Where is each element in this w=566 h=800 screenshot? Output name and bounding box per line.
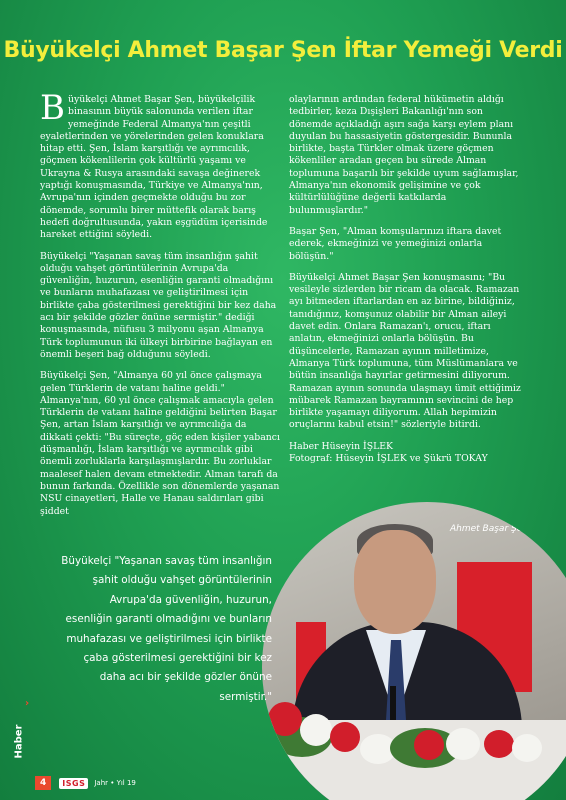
news-credit: Haber Hüseyin İŞLEK <box>289 440 393 452</box>
head-shape <box>354 530 436 634</box>
rose-icon <box>414 730 444 760</box>
white-flower-icon <box>512 734 542 762</box>
paragraph: olaylarının ardından federal hükümetin aldığı tedbirler, keza Dışişleri Bakanlığı'nın son dönemde açıkladığı aşırı sağa karşı eylem planı duyulan bu hassasiyetin göstergesidir. Bununla birlikte, başta Türkler olmak üzere göçmen kökenliler aradan geçen bu sürede Alman toplumuna başarılı bir şekilde uyum sağlamışlar, Almanya'nın ekonomik gelişimine ve çok kültürlülüğüne değerli katkılarda bulunmuşlardır." <box>289 94 519 216</box>
rose-icon <box>268 702 302 736</box>
rose-icon <box>330 722 360 752</box>
paragraph: Büyükelçi Ahmet Başar Şen konuşmasını; "Bu vesileyle sizlerden bir ricam da olacak. Ramazan ayı bitmeden iftarlardan en az birine, bildiğiniz, tanıdığınız, komşunuz olabilir bir Alman aileyi davet edin. Onlara Ramazan'ı, orucu, iftarı anlatın, ekmeğinizi onlarla bölüşün. Bu düşüncelerle, Ramazan ayının milletimize, Almanya Türk toplumuna, tüm Müslümanlara ve bütün insanlığa hayırlar getirmesini diliyorum. Ramazan ayının sonunda ulaşmayı ümit ettiğimiz mübarek Ramazan bayramının sevincini de hep birlikte yaşamayı diliyorum. Allah hepimizin oruçlarını kabul etsin!" sözleriyle bitirdi. <box>289 271 521 431</box>
magazine-logo: ISGS <box>59 778 88 789</box>
section-label: Haber <box>13 724 25 759</box>
photo-credit: Fotograf: Hüseyin İŞLEK ve Şükrü TOKAY <box>289 453 488 465</box>
drop-cap: B <box>40 88 65 128</box>
ambassador-photo <box>262 502 566 800</box>
page-footer <box>35 774 136 792</box>
paragraph: Başar Şen, "Alman komşularınızı iftara davet ederek, ekmeğinizi ve yemeğinizi onlarla bölüşün." <box>289 225 502 262</box>
page-number: 4 <box>35 776 51 790</box>
paragraph: Büyükelçi Şen, "Almanya 60 yıl önce çalışmaya gelen Türklerin de vatanı haline geldi." Almanya'nın, 60 yıl önce çalışmak amacıyla gelen Türklerin de vatanı haline geldiğini belirten Başar Şen, artan İslam karşıtlığı ve ayrımcılığa da dikkati çekti: "Bu süreçte, göç eden kişiler yabancı düşmanlığı, İslam karşıtlığı ve ayrımcılık gibi önemli zorluklarla karşılaşmışlardır. Bu zorluklar maalesef halen devam etmektedir. Alman tarafı da bunun farkında. Özellikle son dönemlerde yaşanan NSU cinayetleri, Halle ve Hanau saldırıları gibi şiddet <box>40 370 280 517</box>
chevron-right-icon: › <box>25 698 30 709</box>
issue-label: Jahr • Yıl 19 <box>94 779 136 787</box>
pull-quote: Büyükelçi "Yaşanan savaş tüm insanlığın şahit olduğu vahşet görüntülerinin Avrupa'da güvenliğin, huzurun, esenliğin garanti olmadığını ve bunların muhafazası ve geliştirilmesi için birlikte çaba gösterilmesi gerektiğini bir kez daha acı bir şekilde gözler önüne sermiştir." <box>61 555 272 703</box>
text-column-right <box>289 94 528 465</box>
white-flower-icon <box>300 714 332 746</box>
text-column-left <box>40 88 280 527</box>
photo-caption: Ahmet Başar Şen <box>450 524 528 534</box>
paragraph: Büyükelçi Ahmet Başar Şen, büyükelçilik binasının büyük salonunda verilen iftar yemeğinde Federal Almanya'nın çeşitli eyaletlerinden ve yörelerinden gelen konuklara hitap etti. Şen, İslam karşıtlığı ve ayrımcılık, göçmen kökenlilerin çok kültürlü yaşamı ve Ukrayna & Rusya arasındaki savaşa değinerek yaptığı konuşmasında, Türkiye ve Almanya'nın, Avrupa'nın içinden geçmekte olduğu bu zor dönemde, sorumlu birer müttefik olarak barış hedefi doğrultusunda, yakın eşgüdüm içerisinde hareket ettiğini söyledi. <box>40 88 268 241</box>
white-flower-icon <box>446 728 480 760</box>
paragraph: Büyükelçi "Yaşanan savaş tüm insanlığın şahit olduğu vahşet görüntülerinin Avrupa'da güvenliğin, huzurun, esenliğin garanti olmadığını ve bunların muhafazası ve geliştirilmesi için birlikte çaba gösterilmesi gerektiğini bir kez daha acı bir şekilde gözler önüne sermiştir." dediği konuşmasında, nüfusu 3 milyonu aşan Almanya Türk toplumunun iki ülkeyi birbirine bağlayan en önemli beşeri bağ olduğunu söyledi. <box>40 250 277 360</box>
article-title: Büyükelçi Ahmet Başar Şen İftar Yemeği Verdi <box>3 38 563 63</box>
rose-icon <box>484 730 514 758</box>
